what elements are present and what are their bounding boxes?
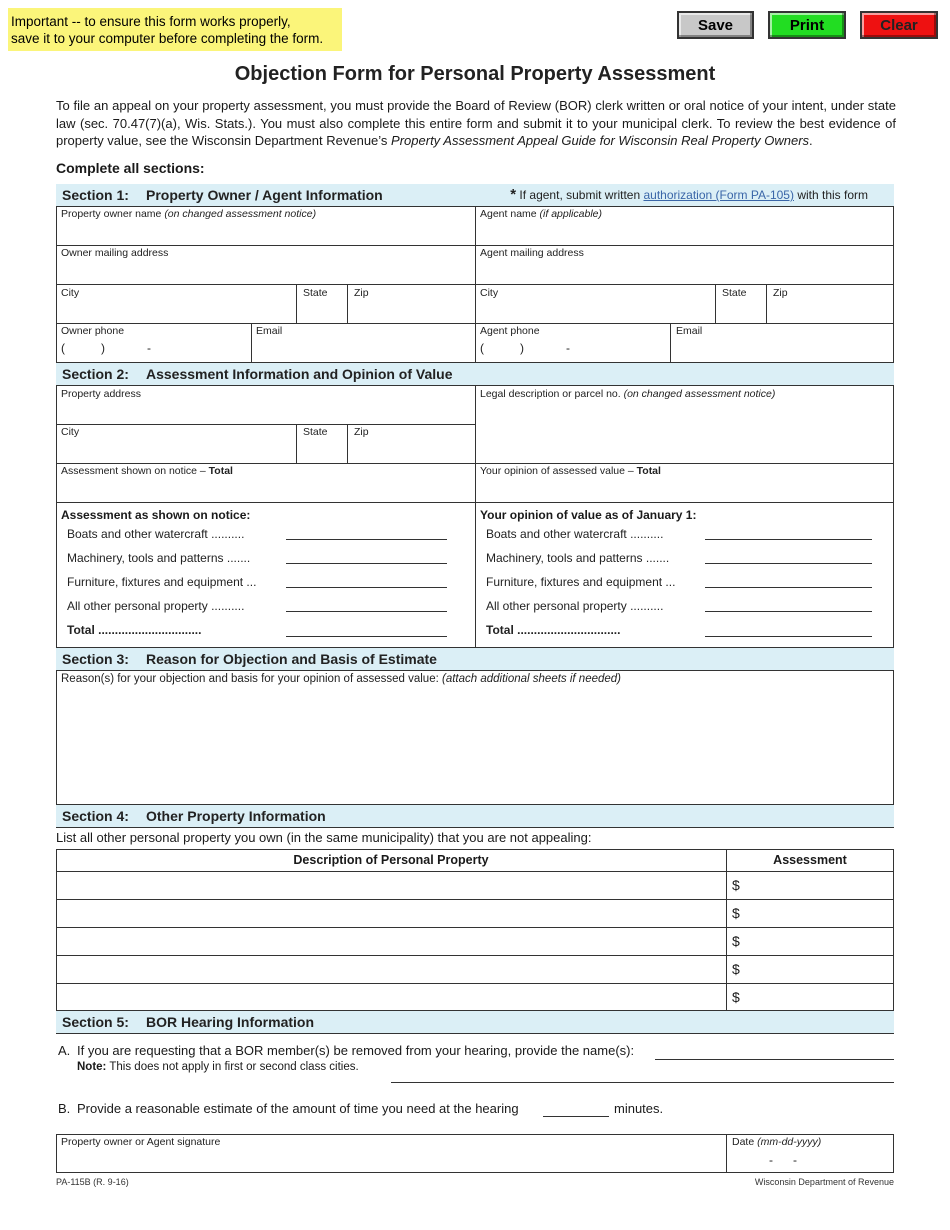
assessment-column-header: Assessment	[773, 853, 847, 867]
notice-line-1: Important -- to ensure this form works properly,	[11, 14, 291, 29]
left-furniture-input[interactable]	[286, 587, 447, 588]
intro-guide-title: Property Assessment Appeal Guide for Wisconsin Real Property Owners	[391, 133, 810, 148]
agent-address-field[interactable]: Agent mailing address	[480, 247, 584, 259]
section-3-header	[56, 648, 894, 670]
table-row-4-assessment[interactable]: $	[732, 961, 740, 977]
opinion-total-word: Total	[636, 465, 661, 477]
right-furniture-label: Furniture, fixtures and equipment ...	[486, 575, 676, 589]
table-row-4-description[interactable]	[57, 956, 725, 982]
agent-name-field[interactable]	[480, 208, 602, 220]
agent-state-field[interactable]: State	[722, 287, 747, 299]
owner-name-label: Property owner name	[61, 208, 165, 220]
section-1-number: Section 1:	[62, 187, 129, 203]
note-pre: If agent, submit written	[516, 188, 644, 202]
right-total-input[interactable]	[705, 636, 872, 637]
left-machinery-input[interactable]	[286, 563, 447, 564]
agent-email-field[interactable]: Email	[676, 325, 703, 337]
section-2-title: Assessment Information and Opinion of Value	[146, 366, 453, 382]
authorization-form-link[interactable]: authorization (Form PA-105)	[643, 188, 794, 202]
question-b-letter: B.	[58, 1101, 71, 1116]
question-a-text: If you are requesting that a BOR member(s) be removed from your hearing, provide the name(s):	[77, 1043, 635, 1058]
reason-label-text: Reason(s) for your objection and basis for your opinion of assessed value:	[61, 673, 442, 685]
signature-field[interactable]: Property owner or Agent signature	[61, 1136, 221, 1148]
owner-name-field[interactable]	[61, 208, 316, 220]
left-boats-input[interactable]	[286, 539, 447, 540]
left-other-label: All other personal property ..........	[67, 599, 245, 613]
section-4-title: Other Property Information	[146, 808, 326, 824]
section-1-header	[56, 184, 894, 206]
owner-phone-paren-close: )	[101, 341, 105, 355]
section-5-title: BOR Hearing Information	[146, 1014, 315, 1030]
section-3-title: Reason for Objection and Basis of Estimate	[146, 651, 437, 667]
agent-phone-dash: -	[566, 341, 570, 355]
property-state-field[interactable]: State	[303, 426, 328, 438]
date-dashes: - -	[769, 1153, 797, 1167]
hearing-minutes-input[interactable]	[543, 1116, 609, 1117]
owner-zip-field[interactable]: Zip	[354, 287, 369, 299]
assessment-notice-heading: Assessment as shown on notice:	[61, 508, 251, 522]
question-a-note	[77, 1061, 359, 1073]
clear-button[interactable]: Clear	[860, 11, 938, 39]
note-label: Note:	[77, 1061, 107, 1073]
table-row-3-description[interactable]	[57, 928, 725, 954]
page-title: Objection Form for Personal Property Assessment	[234, 63, 716, 85]
other-property-instructions: List all other personal property you own (in the same municipality) that you are not appealing:	[56, 830, 592, 845]
agent-zip-field[interactable]: Zip	[773, 287, 788, 299]
form-id: PA-115B (R. 9-16)	[56, 1177, 129, 1187]
agent-name-note: (if applicable)	[539, 208, 602, 220]
owner-phone-dash: -	[147, 341, 151, 355]
date-label: Date	[732, 1136, 758, 1148]
section-4-header	[56, 805, 894, 827]
table-row-3-assessment[interactable]: $	[732, 933, 740, 949]
property-zip-field[interactable]: Zip	[354, 426, 369, 438]
table-row-2-assessment[interactable]: $	[732, 905, 740, 921]
owner-state-field[interactable]: State	[303, 287, 328, 299]
right-machinery-input[interactable]	[705, 563, 872, 564]
left-boats-label: Boats and other watercraft ..........	[67, 527, 245, 541]
table-row-5-description[interactable]	[57, 984, 725, 1010]
left-machinery-label: Machinery, tools and patterns .......	[67, 551, 251, 565]
table-row-5-assessment[interactable]: $	[732, 989, 740, 1005]
owner-phone-field[interactable]: Owner phone	[61, 325, 125, 337]
opinion-total-field[interactable]	[480, 465, 661, 477]
owner-address-field[interactable]: Owner mailing address	[61, 247, 169, 259]
left-other-input[interactable]	[286, 611, 447, 612]
assessment-total-word: Total	[208, 465, 233, 477]
date-field[interactable]	[732, 1136, 821, 1148]
table-row-1-description[interactable]	[57, 872, 725, 898]
section-2-header	[56, 363, 894, 385]
right-machinery-label: Machinery, tools and patterns .......	[486, 551, 670, 565]
opinion-value-heading: Your opinion of value as of January 1:	[480, 508, 697, 522]
assessment-total-field[interactable]	[61, 465, 233, 477]
section-5-header	[56, 1011, 894, 1033]
opinion-total-label: Your opinion of assessed value –	[480, 465, 637, 477]
note-post: with this form	[793, 188, 868, 202]
owner-name-note: (on changed assessment notice)	[164, 208, 317, 220]
agent-phone-paren-open: (	[480, 341, 484, 355]
save-button[interactable]: Save	[677, 11, 754, 39]
right-boats-input[interactable]	[705, 539, 872, 540]
reason-label-note: (attach additional sheets if needed)	[442, 673, 622, 685]
save-notice	[8, 8, 342, 51]
section-5-number: Section 5:	[62, 1014, 129, 1030]
intro-paragraph	[56, 97, 896, 150]
section-3-number: Section 3:	[62, 651, 129, 667]
left-furniture-label: Furniture, fixtures and equipment ...	[67, 575, 257, 589]
right-boats-label: Boats and other watercraft ..........	[486, 527, 664, 541]
description-column-header: Description of Personal Property	[293, 853, 489, 867]
legal-description-field[interactable]	[480, 388, 775, 400]
note-text: This does not apply in first or second class cities.	[106, 1061, 359, 1073]
property-city-field[interactable]: City	[61, 426, 80, 438]
owner-phone-paren-open: (	[61, 341, 65, 355]
bor-member-name-input-2[interactable]	[391, 1082, 894, 1083]
asterisk: *	[510, 186, 517, 203]
right-total-label: Total ...............................	[486, 623, 621, 637]
owner-email-field[interactable]: Email	[256, 325, 283, 337]
table-row-1-assessment[interactable]: $	[732, 877, 740, 893]
question-b-text: Provide a reasonable estimate of the amount of time you need at the hearing	[77, 1101, 519, 1116]
intro-end: .	[809, 133, 813, 148]
legal-description-label: Legal description or parcel no.	[480, 388, 624, 400]
right-other-input[interactable]	[705, 611, 872, 612]
left-total-label: Total ...............................	[67, 623, 202, 637]
agent-name-label: Agent name	[480, 208, 540, 220]
department-name: Wisconsin Department of Revenue	[754, 1177, 894, 1187]
assessment-total-label: Assessment shown on notice –	[61, 465, 209, 477]
agent-phone-field[interactable]: Agent phone	[480, 325, 540, 337]
table-row-2-description[interactable]	[57, 900, 725, 926]
right-other-label: All other personal property ..........	[486, 599, 664, 613]
minutes-unit: minutes.	[614, 1101, 664, 1116]
intro-text: To file an appeal on your property assessment, you must provide the Board of Review (BOR) clerk written or oral notice of your intent, under state law (sec. 70.47(7)(a), Wis. Stats.). You must also complete this entire form and submit it to your municipal clerk. To review the best evidence of property value, see the Wisconsin Department Revenue’s	[56, 98, 896, 148]
reason-label	[61, 673, 621, 685]
agent-authorization-note	[510, 184, 868, 206]
notice-line-2: save it to your computer before completing the form.	[11, 31, 324, 46]
agent-phone-paren-close: )	[520, 341, 524, 355]
left-total-input[interactable]	[286, 636, 447, 637]
reason-textarea[interactable]	[56, 670, 894, 805]
owner-city-field[interactable]: City	[61, 287, 80, 299]
bor-member-name-input[interactable]	[655, 1059, 894, 1060]
date-format: (mm-dd-yyyy)	[757, 1136, 822, 1148]
agent-city-field[interactable]: City	[480, 287, 499, 299]
section-1-title: Property Owner / Agent Information	[146, 187, 383, 203]
property-address-field[interactable]: Property address	[61, 388, 141, 400]
print-button[interactable]: Print	[768, 11, 846, 39]
question-a-letter: A.	[58, 1043, 71, 1058]
legal-description-note: (on changed assessment notice)	[623, 388, 776, 400]
complete-all-label: Complete all sections:	[56, 160, 205, 176]
section-4-number: Section 4:	[62, 808, 129, 824]
section-2-number: Section 2:	[62, 366, 129, 382]
right-furniture-input[interactable]	[705, 587, 872, 588]
